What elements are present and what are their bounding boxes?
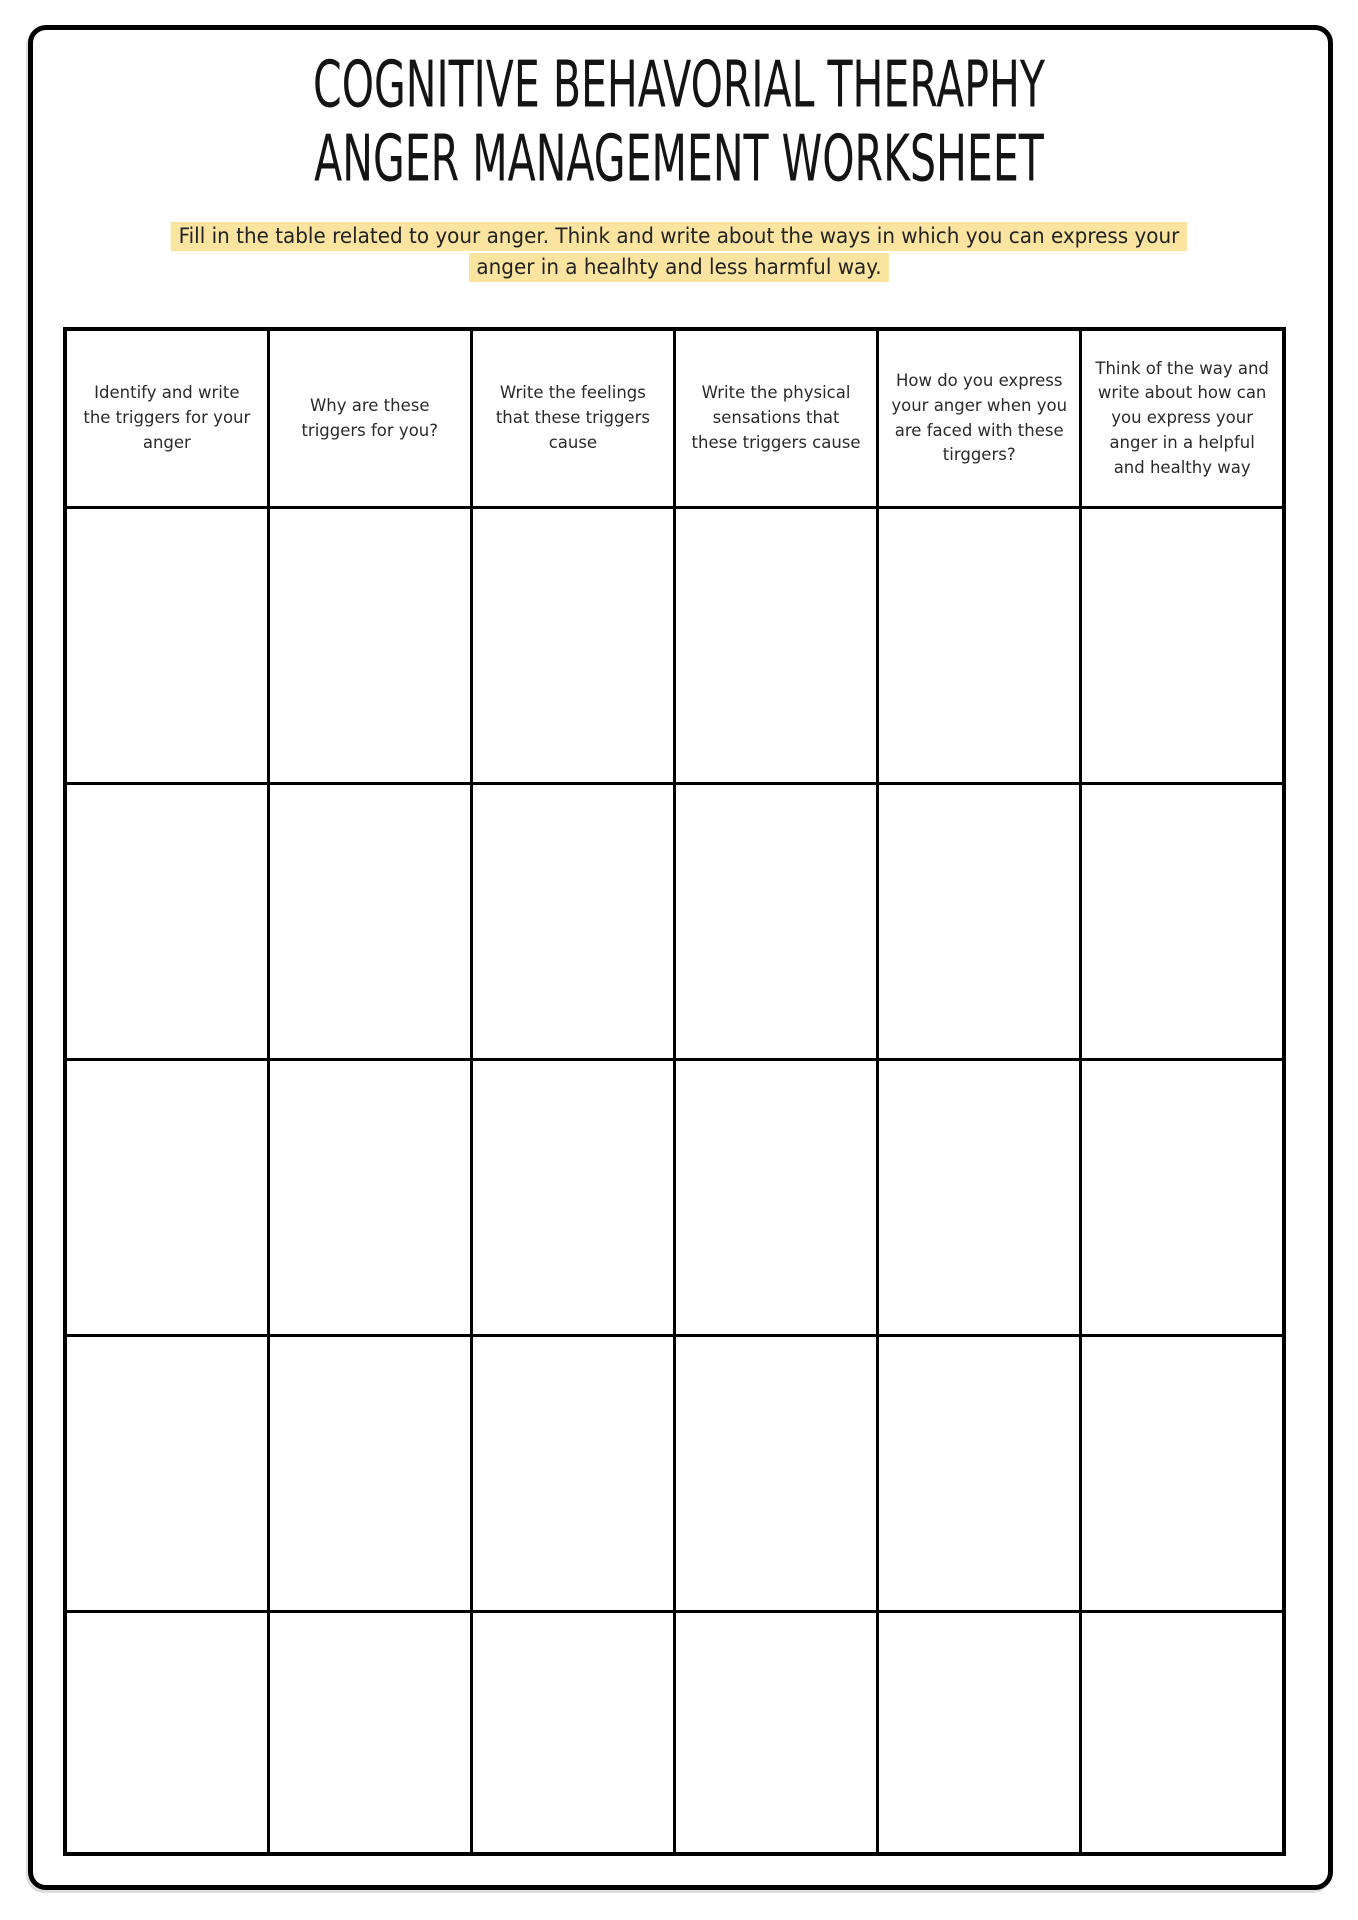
column-header-healthy-expression: Think of the way and write about how can you express your anger in a helpful and healthy way (1081, 329, 1284, 508)
worksheet-cell[interactable] (1081, 1060, 1284, 1336)
worksheet-cell[interactable] (878, 1612, 1081, 1855)
worksheet-cell[interactable] (1081, 508, 1284, 784)
worksheet-cell[interactable] (674, 1060, 877, 1336)
column-header-triggers: Identify and write the triggers for your anger (65, 329, 268, 508)
worksheet-cell[interactable] (268, 1060, 471, 1336)
worksheet-cell[interactable] (674, 1336, 877, 1612)
instruction-line1: Fill in the table related to your anger. Think and write about the ways in which you can express your (171, 222, 1187, 251)
worksheet-cell[interactable] (471, 1612, 674, 1855)
worksheet-cell[interactable] (471, 784, 674, 1060)
worksheet-cell[interactable] (878, 508, 1081, 784)
worksheet-cell[interactable] (1081, 1612, 1284, 1855)
anger-table (63, 327, 1286, 1856)
table-row (65, 508, 1284, 784)
worksheet-cell[interactable] (65, 1060, 268, 1336)
worksheet-cell[interactable] (471, 508, 674, 784)
worksheet-cell[interactable] (674, 784, 877, 1060)
table-row (65, 784, 1284, 1060)
header-row (65, 329, 1284, 508)
table-row (65, 1060, 1284, 1336)
worksheet-cell[interactable] (878, 1060, 1081, 1336)
worksheet-cell[interactable] (65, 508, 268, 784)
worksheet-cell[interactable] (674, 508, 877, 784)
worksheet-cell[interactable] (471, 1336, 674, 1612)
worksheet-cell[interactable] (268, 1336, 471, 1612)
worksheet-cell[interactable] (1081, 784, 1284, 1060)
worksheet-cell[interactable] (65, 1336, 268, 1612)
worksheet-cell[interactable] (878, 784, 1081, 1060)
table-row (65, 1612, 1284, 1855)
worksheet-cell[interactable] (674, 1612, 877, 1855)
worksheet-cell[interactable] (65, 1612, 268, 1855)
worksheet-cell[interactable] (268, 1612, 471, 1855)
worksheet-cell[interactable] (268, 784, 471, 1060)
column-header-why-triggers: Why are these triggers for you? (268, 329, 471, 508)
worksheet-cell[interactable] (268, 508, 471, 784)
column-header-physical-sensations: Write the physical sensations that these triggers cause (674, 329, 877, 508)
column-header-expression: How do you express your anger when you are faced with these tirggers? (878, 329, 1081, 508)
page-title-line1: COGNITIVE BEHAVORIAL THERAPHY (313, 48, 1045, 122)
worksheet-cell[interactable] (471, 1060, 674, 1336)
table-body (65, 508, 1284, 1855)
worksheet-cell[interactable] (65, 784, 268, 1060)
column-header-feelings: Write the feelings that these triggers cause (471, 329, 674, 508)
worksheet-cell[interactable] (878, 1336, 1081, 1612)
table-row (65, 1336, 1284, 1612)
page-title-line2: ANGER MANAGEMENT WORKSHEET (314, 122, 1044, 196)
instruction-line2: anger in a healhty and less harmful way. (469, 253, 889, 282)
instructions (34, 221, 1324, 283)
worksheet-cell[interactable] (1081, 1336, 1284, 1612)
